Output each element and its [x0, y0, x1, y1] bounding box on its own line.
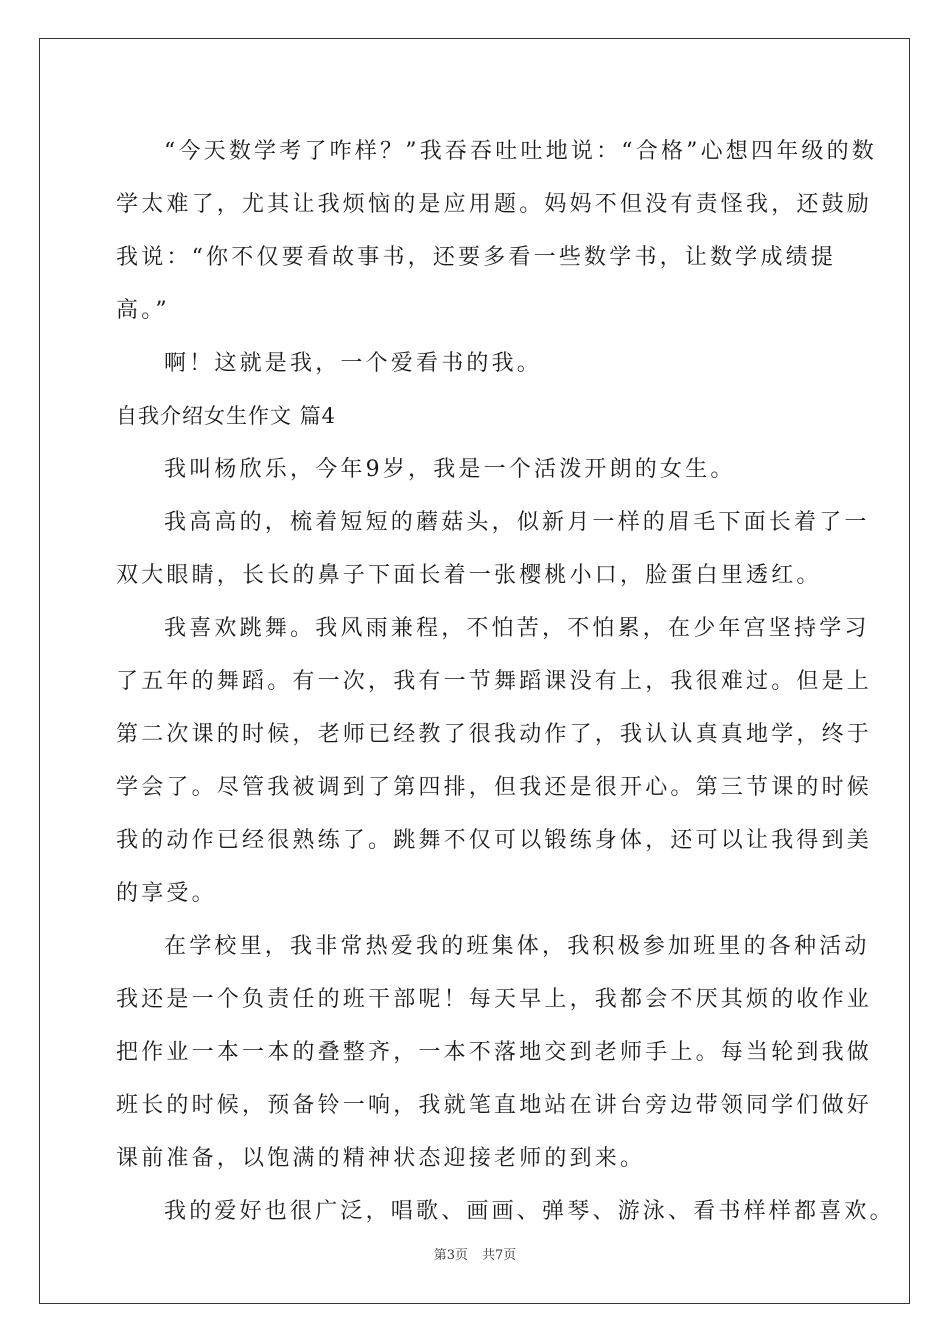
document-body	[116, 125, 895, 1238]
text-line: 了五年的舞蹈。有一次，我有一节舞蹈课没有上，我很难过。但是上	[116, 669, 873, 694]
text-line: 在学校里，我非常热爱我的班集体，我积极参加班里的各种活动	[164, 934, 870, 959]
text-line: 的享受。	[116, 881, 217, 906]
text-line: 学会了。尽管我被调到了第四排，但我还是很开心。第三节课的时候	[116, 775, 873, 800]
text-line: 高。”	[116, 298, 170, 323]
text-line: 我说：“你不仅要看故事书，还要多看一些数学书，让数学成绩提	[116, 245, 837, 270]
text-line: 第二次课的时候，老师已经教了很我动作了，我认认真真地学，终于	[116, 722, 873, 747]
page-number: 第3页	[433, 1248, 468, 1263]
text-line: 我高高的，梳着短短的蘑菇头，似新月一样的眉毛下面长着了一	[164, 510, 870, 535]
section-heading: 自我介绍女生作文 篇4	[116, 404, 337, 428]
text-line: 啊！这就是我，一个爱看书的我。	[164, 351, 543, 376]
text-line: 我叫杨欣乐，今年9岁，我是一个活泼开朗的女生。	[164, 457, 736, 482]
text-line: 我的动作已经很熟练了。跳舞不仅可以锻练身体，还可以让我得到美	[116, 828, 873, 853]
text-line: 班长的时候，预备铃一响，我就笔直地站在讲台旁边带领同学们做好	[116, 1093, 873, 1118]
text-line: 我还是一个负责任的班干部呢！每天早上，我都会不厌其烦的收作业	[116, 987, 873, 1012]
text-line: 我的爱好也很广泛，唱歌、画画、弹琴、游泳、看书样样都喜欢。	[164, 1199, 895, 1224]
text-line: “今天数学考了咋样？”我吞吞吐吐地说：“合格”心想四年级的数	[164, 139, 877, 164]
text-line: 我喜欢跳舞。我风雨兼程，不怕苦，不怕累，在少年宫坚持学习	[164, 616, 870, 641]
text-line: 双大眼睛，长长的鼻子下面长着一张樱桃小口，脸蛋白里透红。	[116, 563, 822, 588]
page-footer	[0, 1244, 950, 1263]
text-line: 学太难了，尤其让我烦恼的是应用题。妈妈不但没有责怪我，还鼓励	[116, 192, 873, 217]
text-line: 把作业一本一本的叠整齐，一本不落地交到老师手上。每当轮到我做	[116, 1040, 873, 1065]
text-line: 课前准备，以饱满的精神状态迎接老师的到来。	[116, 1146, 646, 1171]
page-total: 共7页	[482, 1248, 517, 1263]
